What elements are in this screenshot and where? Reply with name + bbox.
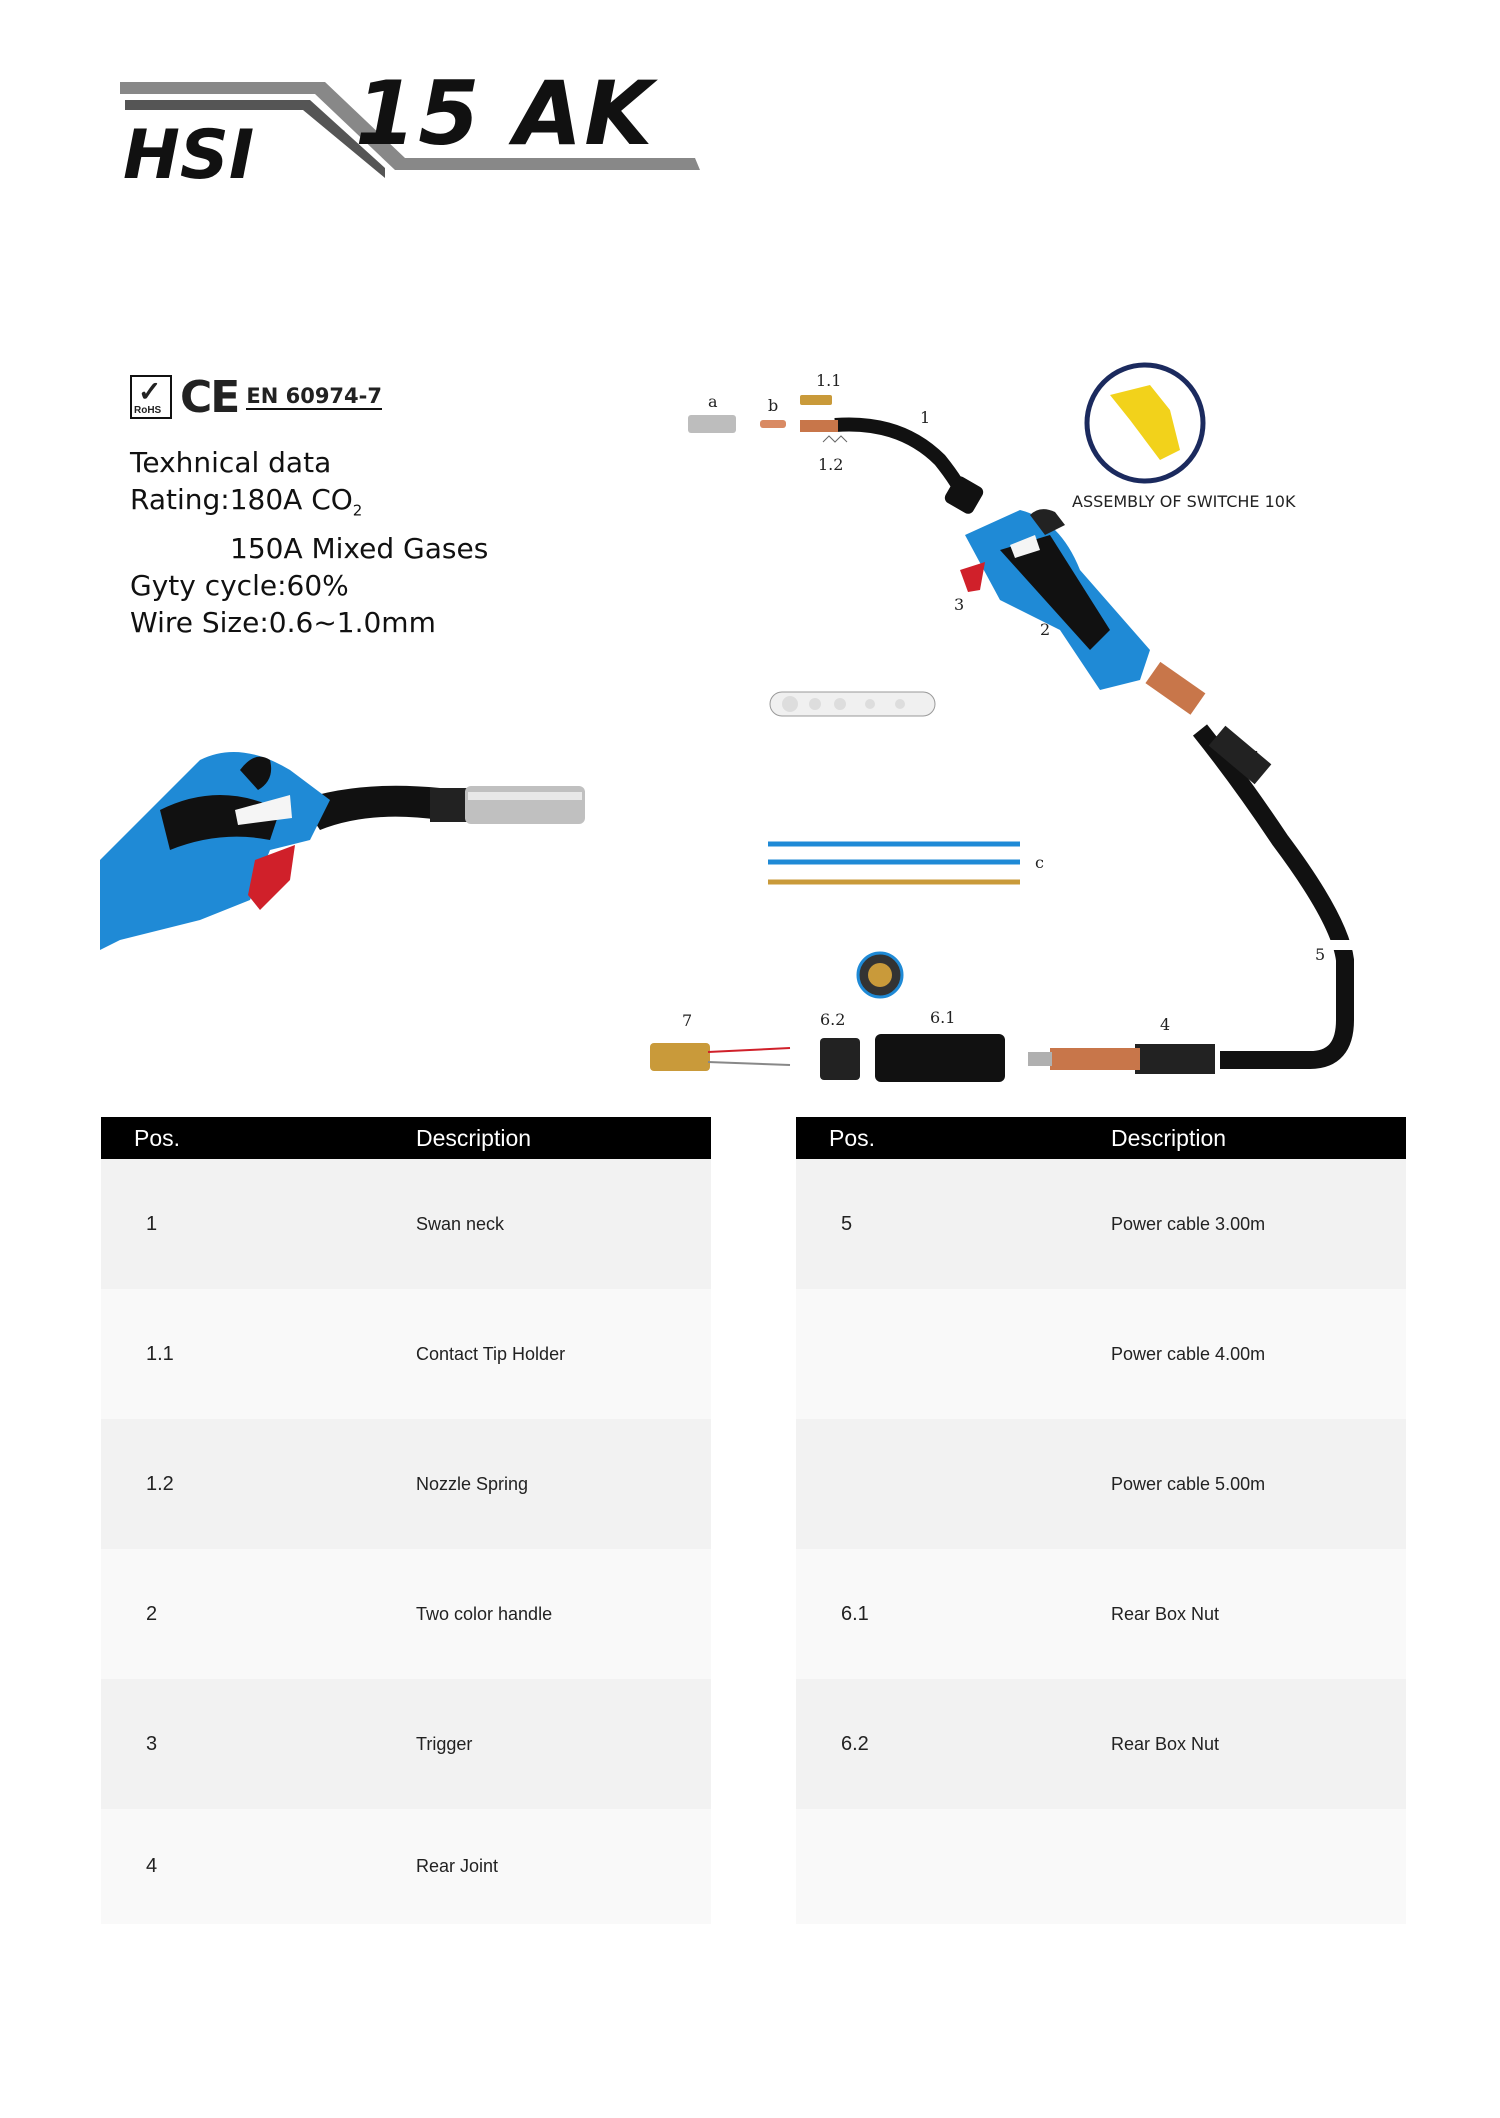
tech-mixed: 150A Mixed Gases bbox=[230, 531, 489, 565]
table-row bbox=[101, 1679, 711, 1809]
table-row bbox=[101, 1289, 711, 1419]
cell-pos: 6.2 bbox=[841, 1732, 869, 1755]
model-title: 15 AK bbox=[355, 62, 655, 165]
label-1-1: 1.1 bbox=[816, 371, 842, 390]
cable-assembly bbox=[1028, 662, 1360, 1074]
label-7: 7 bbox=[682, 1011, 693, 1030]
header-pos: Pos. bbox=[134, 1124, 181, 1151]
cell-desc: Contact Tip Holder bbox=[416, 1343, 566, 1364]
tech-title: Texhnical data bbox=[130, 446, 332, 479]
cell-desc: Power cable 4.00m bbox=[1111, 1343, 1266, 1364]
label-c: c bbox=[1035, 853, 1044, 872]
cell-desc: Power cable 5.00m bbox=[1111, 1473, 1266, 1494]
cell-desc: Swan neck bbox=[416, 1213, 505, 1234]
label-2: 2 bbox=[1040, 620, 1051, 639]
table-row bbox=[796, 1679, 1406, 1809]
label-a: a bbox=[708, 392, 718, 411]
cell-desc: Rear Box Nut bbox=[1111, 1733, 1220, 1754]
label-b: b bbox=[768, 396, 779, 415]
torch-photo bbox=[100, 752, 585, 950]
header-desc: Description bbox=[1111, 1124, 1227, 1151]
rear-box-nut bbox=[820, 953, 1005, 1082]
table-row bbox=[101, 1809, 711, 1924]
label-5: 5 bbox=[1315, 945, 1326, 964]
label-6-2: 6.2 bbox=[820, 1010, 846, 1029]
rohs-label: RoHS bbox=[134, 405, 162, 416]
nozzle-a bbox=[688, 392, 736, 433]
cell-pos: 1 bbox=[146, 1212, 158, 1235]
label-3: 3 bbox=[954, 595, 965, 614]
cell-pos: 6.1 bbox=[841, 1602, 869, 1625]
header-desc: Description bbox=[416, 1124, 532, 1151]
trigger-3 bbox=[954, 562, 985, 614]
cell-desc: Nozzle Spring bbox=[416, 1473, 529, 1494]
table-header bbox=[101, 1117, 711, 1159]
table-row bbox=[796, 1549, 1406, 1679]
label-4-bottom: 4 bbox=[1160, 1015, 1171, 1034]
table-row bbox=[101, 1549, 711, 1679]
standard-label: EN 60974-7 bbox=[246, 384, 382, 408]
cell-desc: Rear Box Nut bbox=[1111, 1603, 1220, 1624]
tech-duty: Gyty cycle:60% bbox=[130, 568, 349, 602]
table-row bbox=[796, 1419, 1406, 1549]
cell-desc: Two color handle bbox=[416, 1603, 553, 1624]
label-6-1: 6.1 bbox=[930, 1008, 956, 1027]
switch-caption: ASSEMBLY OF SWITCHE 10K bbox=[1072, 492, 1296, 511]
parts-table-right bbox=[796, 1117, 1406, 1924]
header-pos: Pos. bbox=[829, 1124, 876, 1151]
cell-pos: 4 bbox=[146, 1855, 158, 1877]
cell-desc: Rear Joint bbox=[416, 1856, 499, 1876]
cell-pos: 3 bbox=[146, 1732, 158, 1755]
wrench-tool bbox=[770, 692, 935, 716]
switch-assembly bbox=[1072, 365, 1296, 511]
ce-mark-icon: CE bbox=[180, 371, 239, 423]
tip-holder-1-1 bbox=[800, 371, 841, 405]
table-header bbox=[796, 1117, 1406, 1159]
parts-diagram bbox=[0, 340, 1500, 1090]
connector-7 bbox=[650, 1011, 790, 1071]
label-1: 1 bbox=[920, 408, 931, 427]
table-row bbox=[101, 1419, 711, 1549]
label-4-top: 4 bbox=[1250, 748, 1261, 767]
label-1-2: 1.2 bbox=[818, 455, 844, 474]
cell-pos: 5 bbox=[841, 1212, 853, 1235]
cell-desc: Power cable 3.00m bbox=[1111, 1213, 1266, 1234]
table-row bbox=[101, 1159, 711, 1289]
rohs-icon: ✓ RoHS bbox=[130, 375, 172, 419]
contact-tip-b bbox=[760, 396, 786, 428]
rating-text: Rating:180A CO bbox=[130, 483, 353, 516]
rating-sub: 2 bbox=[352, 501, 363, 520]
cell-desc: Trigger bbox=[416, 1733, 473, 1754]
liners-c bbox=[768, 844, 1044, 882]
handle-2 bbox=[965, 509, 1150, 690]
brand-logo-text: HSI bbox=[123, 116, 255, 190]
cell-pos: 2 bbox=[146, 1602, 158, 1625]
cell-pos: 1.2 bbox=[146, 1472, 174, 1495]
table-row bbox=[796, 1809, 1406, 1924]
nozzle-spring-1-2 bbox=[818, 436, 847, 474]
table-row bbox=[796, 1159, 1406, 1289]
table-row bbox=[796, 1289, 1406, 1419]
parts-table-left bbox=[101, 1117, 711, 1924]
tech-wire: Wire Size:0.6~1.0mm bbox=[130, 605, 436, 639]
cell-pos: 1.1 bbox=[146, 1342, 174, 1365]
